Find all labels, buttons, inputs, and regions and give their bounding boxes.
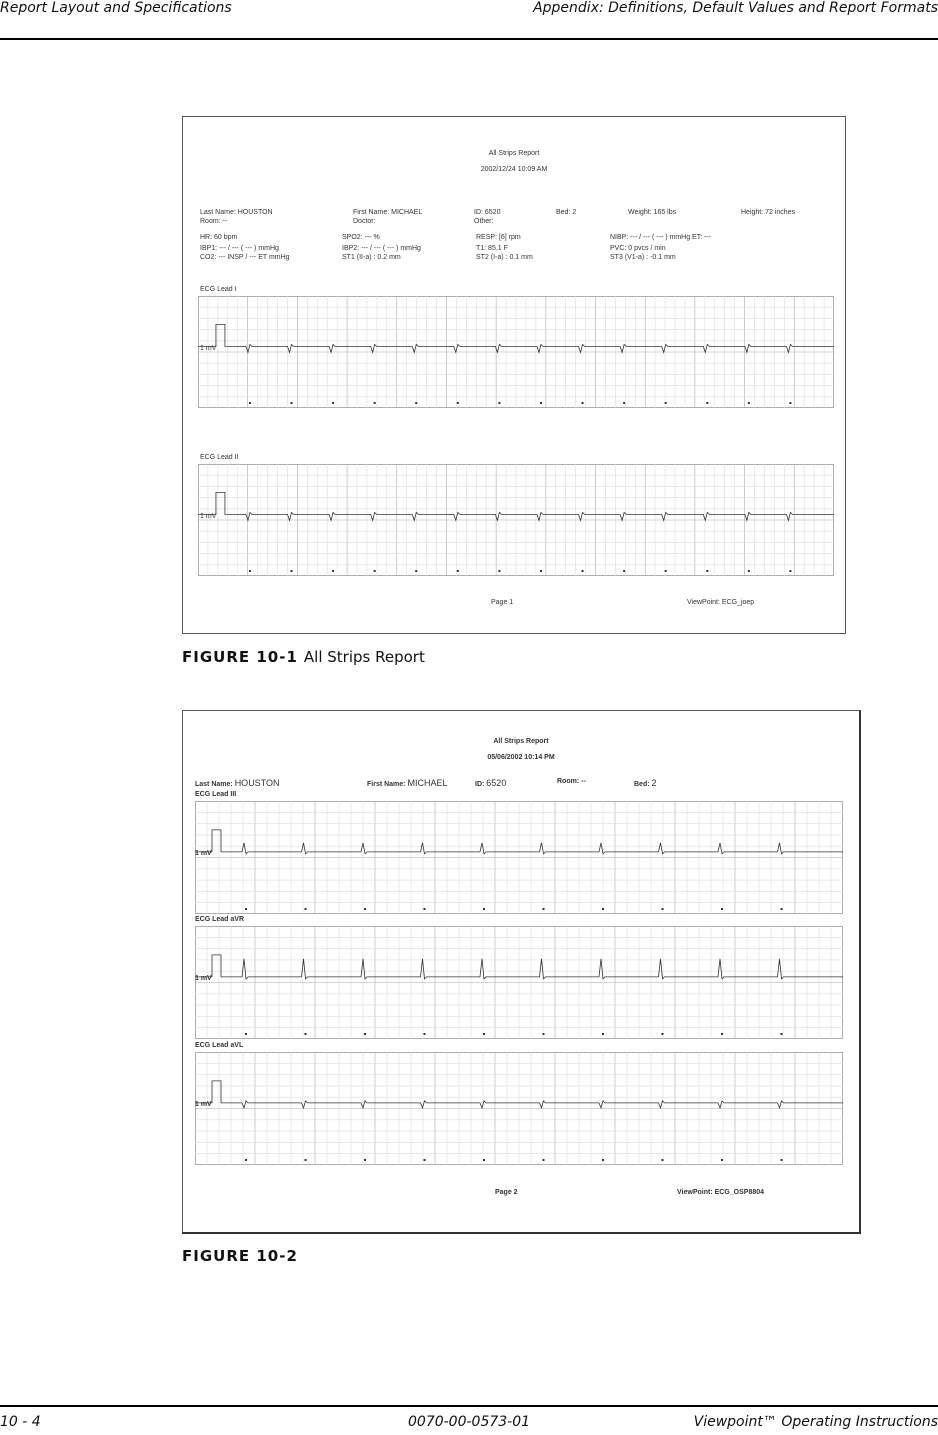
- vital-st1: ST1 (II-a) : 0.2 mm: [342, 254, 401, 261]
- footer-doc-number: 0070-00-0573-01: [408, 1414, 531, 1430]
- vital-ibp2: IBP2: --- / --- ( --- ) mmHg: [342, 245, 421, 252]
- strip-label: ECG Lead aVL: [195, 1042, 244, 1049]
- last-name-label: Last Name:: [195, 781, 233, 788]
- bed-value: 2: [651, 778, 657, 788]
- vital-co2: CO2: --- INSP / --- ET mmHg: [200, 254, 290, 261]
- strip-label: ECG Lead II: [200, 454, 239, 461]
- first-name-value: MICHAEL: [407, 778, 448, 788]
- page-number: Page 1: [491, 599, 514, 606]
- height: Height: 72 inches: [741, 209, 796, 216]
- footer-rule: [0, 1405, 938, 1407]
- footer-page-number: 10 - 4: [0, 1414, 41, 1430]
- last-name: [195, 778, 280, 788]
- figure-2-caption-label: FIGURE 10-2: [182, 1247, 298, 1265]
- vital-spo2: SPO2: --- %: [342, 234, 380, 241]
- footer-title: Viewpoint™ Operating Instructions: [693, 1414, 938, 1430]
- calibration-label: 1 mV: [195, 975, 212, 982]
- vital-resp: RESP: [6] rpm: [476, 234, 521, 241]
- figure-1-caption-text: All Strips Report: [303, 648, 425, 666]
- first-name: [367, 778, 447, 788]
- header-rule: [0, 38, 938, 40]
- ecg-strip-lead-iii: [195, 801, 843, 914]
- figure-1-report: [182, 116, 846, 634]
- doctor: Doctor:: [353, 218, 376, 225]
- vital-ibp1: IBP1: --- / --- ( --- ) mmHg: [200, 245, 279, 252]
- figure-1-caption-label: FIGURE 10-1: [182, 648, 298, 666]
- calibration-label: 1 mV: [200, 513, 217, 520]
- last-name-value: HOUSTON: [234, 778, 280, 788]
- figure-2-caption: [182, 1247, 304, 1265]
- strip-label: ECG Lead aVR: [195, 916, 245, 923]
- page-number: Page 2: [495, 1189, 518, 1196]
- vital-st2: ST2 (I-a) : 0.1 mm: [476, 254, 533, 261]
- weight: Weight: 165 lbs: [628, 209, 677, 216]
- report-datetime: 2002/12/24 10:09 AM: [480, 166, 548, 173]
- calibration-label: 1 mV: [200, 345, 217, 352]
- patient-id: [475, 778, 506, 788]
- first-name: First Name: MICHAEL: [353, 209, 423, 216]
- viewpoint-name: ViewPoint: ECG_OSP8804: [677, 1189, 765, 1196]
- running-header-left: Report Layout and Specifications: [0, 0, 232, 16]
- vital-st3: ST3 (V1-a) : -0.1 mm: [610, 254, 676, 261]
- vital-pvc: PVC: 0 pvcs / min: [610, 245, 666, 252]
- ecg-strip-lead-i: [198, 296, 834, 408]
- strip-label: ECG Lead I: [200, 286, 237, 293]
- ecg-strip-lead-avl: [195, 1052, 843, 1165]
- last-name: Last Name: HOUSTON: [200, 209, 273, 216]
- vital-t1: T1: 85.1 F: [476, 245, 508, 252]
- ecg-strip-lead-ii: [198, 464, 834, 576]
- figure-1-caption: [182, 648, 425, 666]
- id-label: ID:: [475, 781, 485, 788]
- other: Other:: [474, 218, 494, 225]
- report-title: All Strips Report: [493, 738, 549, 745]
- calibration-label: 1 mV: [195, 850, 212, 857]
- vital-nibp: NIBP: --- / --- ( --- ) mmHg ET: ---: [610, 234, 712, 241]
- vital-hr: HR: 60 bpm: [200, 234, 238, 241]
- bed: [634, 778, 657, 788]
- bed-label: Bed:: [634, 781, 650, 788]
- room: Room: --: [200, 218, 228, 225]
- room: Room: --: [557, 778, 586, 785]
- viewpoint-name: ViewPoint: ECG_joep: [687, 599, 755, 606]
- running-header-right: Appendix: Definitions, Default Values and Report Formats: [533, 0, 938, 16]
- first-name-label: First Name:: [367, 781, 406, 788]
- patient-id: ID: 6520: [474, 209, 501, 216]
- ecg-strip-lead-avr: [195, 926, 843, 1039]
- report-datetime: 05/06/2002 10:14 PM: [487, 754, 555, 761]
- report-title: All Strips Report: [488, 150, 540, 157]
- calibration-label: 1 mV: [195, 1101, 212, 1108]
- id-value: 6520: [486, 778, 507, 788]
- strip-label: ECG Lead III: [195, 791, 237, 798]
- figure-2-report: [182, 710, 861, 1234]
- bed: Bed: 2: [556, 209, 577, 216]
